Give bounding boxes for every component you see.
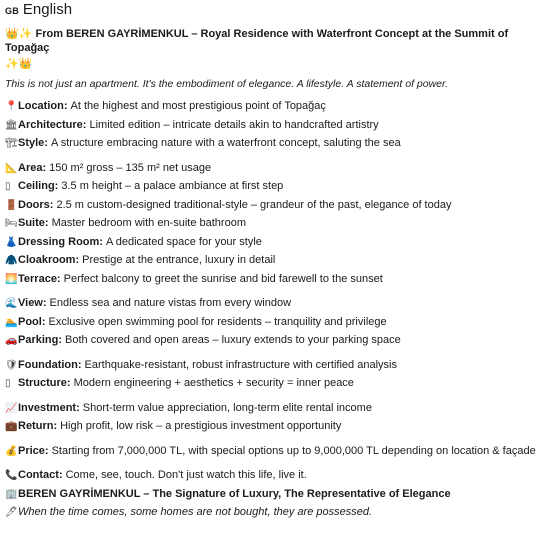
feature-location: [5, 100, 554, 119]
feature-label: Cloakroom:: [18, 254, 80, 267]
feature-text: Master bedroom with en-suite bathroom: [51, 217, 246, 230]
feature-text: Prestige at the entrance, luxury in detail: [82, 254, 276, 267]
dress-icon: 👗: [5, 236, 18, 248]
feature-label: Pool:: [18, 315, 46, 328]
feature-view: [5, 297, 554, 316]
sparkle-crown-icon: ✨👑: [5, 58, 33, 71]
tagline: This is not just an apartment. It's the embodiment of elegance. A lifestyle. A statement of power.: [5, 78, 449, 90]
signature-text: BEREN GAYRİMENKUL – The Signature of Luxury, The Representative of Elegance: [18, 487, 451, 500]
feature-text: 150 m² gross – 135 m² net usage: [49, 161, 212, 174]
pin-icon: 📍: [5, 101, 18, 113]
feature-label: Area:: [18, 161, 47, 174]
ruler-triangle-icon: 📐: [5, 162, 18, 174]
feature-text: Both covered and open areas – luxury extends to your parking space: [65, 334, 401, 347]
bed-icon: 🛏: [5, 218, 18, 230]
feature-terrace: [5, 273, 554, 292]
feature-text: Earthquake-resistant, robust infrastructure with certified analysis: [84, 358, 397, 371]
language-heading: [5, 1, 554, 20]
money-bag-icon: 💰: [5, 445, 18, 457]
feature-label: Style:: [18, 137, 48, 150]
listing-title-text: From BEREN GAYRİMENKUL – Royal Residence with Waterfront Concept at the Summit of Topağaç: [5, 27, 509, 54]
coat-icon: 🧥: [5, 255, 18, 267]
feature-text: Short-term value appreciation, long-term elite rental income: [82, 401, 372, 414]
wave-icon: 🌊: [5, 298, 18, 310]
feature-label: Dressing Room:: [18, 235, 103, 248]
feature-label: Return:: [18, 420, 58, 433]
feature-text: High profit, low risk – a prestigious investment opportunity: [60, 420, 342, 433]
closing-text: When the time comes, some homes are not bought, they are possessed.: [18, 506, 373, 519]
feature-price: [5, 445, 554, 464]
missing-glyph-icon: ▯: [5, 181, 11, 193]
feature-label: Ceiling:: [18, 180, 59, 193]
feature-text: 2.5 m custom-designed traditional-style – grandeur of the past, elegance of today: [56, 198, 452, 211]
feature-text: Endless sea and nature vistas from every window: [49, 297, 292, 310]
title-continuation: [5, 58, 554, 72]
briefcase-icon: 💼: [5, 421, 18, 433]
feature-label: Location:: [18, 100, 68, 113]
feature-cloakroom: [5, 254, 554, 273]
feature-parking: [5, 334, 554, 353]
chart-up-icon: 📈: [5, 402, 18, 414]
feature-label: View:: [18, 297, 47, 310]
pen-icon: 🖊: [5, 507, 18, 519]
crown-sparkle-icon: 👑✨: [5, 27, 33, 40]
feature-suite: [5, 217, 554, 236]
swimmer-icon: 🏊: [5, 316, 18, 328]
feature-investment: [5, 402, 554, 421]
feature-label: Price:: [18, 444, 49, 457]
construction-icon: 🏗: [5, 138, 18, 150]
feature-text: Modern engineering + aesthetics + security = inner peace: [73, 377, 354, 390]
feature-dressing-room: [5, 236, 554, 255]
feature-text: A dedicated space for your style: [105, 235, 262, 248]
language-title: English: [22, 1, 73, 18]
feature-label: Doors:: [18, 198, 54, 211]
feature-label: Foundation:: [18, 358, 82, 371]
office-building-icon: 🏢: [5, 488, 18, 500]
feature-structure: [5, 377, 554, 396]
closing-line: [5, 506, 554, 525]
feature-architecture: [5, 119, 554, 138]
door-icon: 🚪: [5, 199, 18, 211]
feature-contact: [5, 469, 554, 488]
sunrise-icon: 🌅: [5, 273, 18, 285]
feature-doors: [5, 199, 554, 218]
feature-foundation: [5, 359, 554, 378]
feature-label: Investment:: [18, 401, 80, 414]
feature-label: Terrace:: [18, 272, 61, 285]
feature-return: [5, 420, 554, 439]
feature-style: [5, 137, 554, 156]
feature-label: Contact:: [18, 469, 63, 482]
feature-label: Structure:: [18, 377, 71, 390]
feature-text: Starting from 7,000,000 TL, with special options up to 9,000,000 TL depending on location & façade: [51, 444, 536, 457]
missing-glyph-icon: ▯: [5, 378, 11, 390]
feature-text: Exclusive open swimming pool for residents – tranquility and privilege: [48, 315, 387, 328]
feature-pool: [5, 316, 554, 335]
feature-text: 3.5 m height – a palace ambiance at first step: [61, 180, 284, 193]
feature-label: Suite:: [18, 217, 49, 230]
signature-line: [5, 488, 554, 507]
feature-ceiling: [5, 180, 554, 199]
feature-text: A structure embracing nature with a waterfront concept, saluting the sea: [50, 137, 401, 150]
classical-building-icon: 🏛: [5, 119, 18, 131]
listing-title: [5, 28, 554, 56]
gb-flag-icon: GB: [5, 6, 19, 16]
feature-text: At the highest and most prestigious point of Topağaç: [70, 100, 326, 113]
feature-text: Limited edition – intricate details akin to handcrafted artistry: [89, 118, 379, 131]
feature-area: [5, 162, 554, 181]
phone-icon: 📞: [5, 470, 18, 482]
feature-text: Come, see, touch. Don't just watch this life, live it.: [65, 469, 307, 482]
feature-label: Parking:: [18, 334, 63, 347]
feature-text: Perfect balcony to greet the sunrise and bid farewell to the sunset: [63, 272, 383, 285]
shield-icon: 🛡: [5, 359, 18, 371]
feature-label: Architecture:: [18, 118, 87, 131]
car-icon: 🚗: [5, 335, 18, 347]
